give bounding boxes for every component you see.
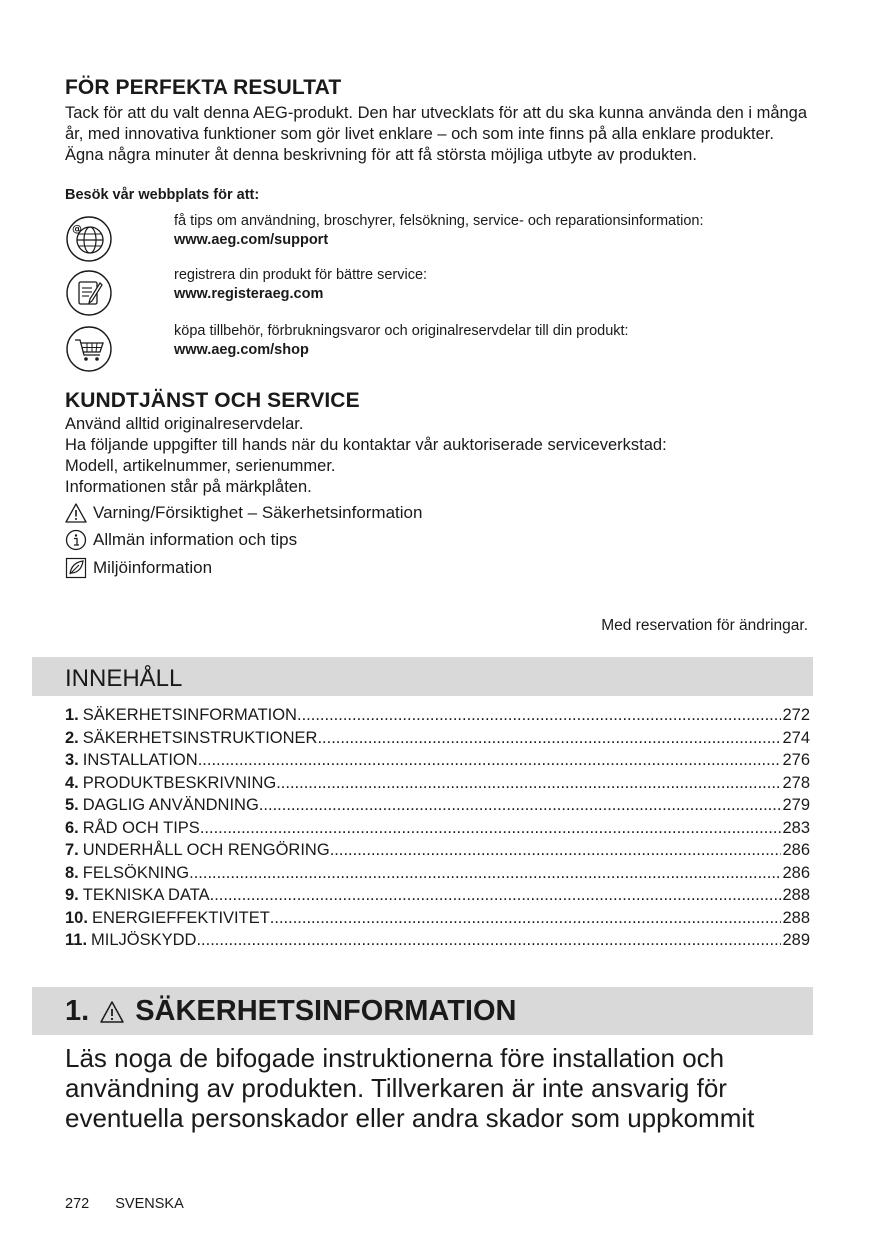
svg-text:@: @ <box>72 224 82 235</box>
toc-item-page: 288 <box>782 908 810 927</box>
safety-lead-paragraph: Läs noga de bifogade instruktionerna före installation och användning av produkten. Tillverkaren är inte ansvarig för eventuella personskador eller andra skador som uppkommit <box>65 1043 755 1133</box>
toc-item-number: 3. <box>65 751 79 769</box>
toc-item-page: 279 <box>782 796 810 814</box>
shopping-cart-icon <box>65 325 113 373</box>
toc-item-page: 278 <box>782 773 810 792</box>
link-register-url[interactable]: www.registeraeg.com <box>174 286 324 302</box>
toc-leader-dots <box>189 864 781 883</box>
toc-item[interactable] <box>65 729 810 752</box>
service-line: Informationen står på märkplåten. <box>65 478 312 496</box>
link-shop <box>174 322 814 360</box>
leaf-environment-icon <box>65 557 87 579</box>
link-support <box>174 212 814 250</box>
section-heading-perfect-results: FÖR PERFEKTA RESULTAT <box>65 76 342 99</box>
toc-leader-dots <box>297 706 781 725</box>
section-heading-customer-service: KUNDTJÄNST OCH SERVICE <box>65 389 360 412</box>
link-shop-text: köpa tillbehör, förbrukningsvaror och originalreservdelar till din produkt: <box>174 323 629 339</box>
toc-item-page: 276 <box>782 751 810 769</box>
toc-item-number: 7. <box>65 841 79 859</box>
toc-item-page: 288 <box>782 886 810 904</box>
safety-section-title <box>65 995 516 1028</box>
globe-at-icon <box>65 215 113 263</box>
toc-item-page: 283 <box>782 818 810 837</box>
toc-item[interactable] <box>65 931 810 954</box>
service-line: Modell, artikelnummer, serienummer. <box>65 457 336 475</box>
symbol-legend-warning <box>65 502 422 524</box>
toc-item-label: DAGLIG ANVÄNDNING <box>82 796 259 814</box>
toc-item-label: SÄKERHETSINSTRUKTIONER <box>82 728 318 747</box>
toc-item-label: PRODUKTBESKRIVNING <box>82 773 277 792</box>
toc-item-number: 1. <box>65 706 79 724</box>
table-of-contents <box>65 706 810 954</box>
toc-item[interactable] <box>65 774 810 797</box>
toc-item-number: 10. <box>65 908 88 927</box>
toc-item-label: TEKNISKA DATA <box>82 886 210 904</box>
toc-item[interactable] <box>65 796 810 819</box>
toc-item-label: FELSÖKNING <box>82 863 190 882</box>
toc-item-page: 286 <box>782 863 810 882</box>
safety-section-heading: SÄKERHETSINFORMATION <box>135 995 517 1027</box>
toc-item-label: INSTALLATION <box>82 751 198 769</box>
footer-page-number: 272 <box>65 1196 90 1212</box>
toc-item-label: MILJÖSKYDD <box>91 931 197 949</box>
toc-item[interactable] <box>65 864 810 887</box>
toc-item-number: 8. <box>65 863 79 882</box>
toc-leader-dots <box>196 931 781 950</box>
toc-leader-dots <box>317 729 781 748</box>
toc-item-page: 272 <box>782 706 810 724</box>
toc-item-number: 6. <box>65 818 79 837</box>
symbol-label: Allmän information och tips <box>93 530 298 549</box>
safety-section-number: 1. <box>65 995 90 1027</box>
toc-leader-dots <box>210 886 782 905</box>
toc-item-number: 9. <box>65 886 79 904</box>
toc-header-band <box>32 657 813 696</box>
symbol-label: Varning/Försiktighet – Säkerhetsinformation <box>93 503 423 522</box>
toc-item-number: 2. <box>65 728 79 747</box>
toc-title: INNEHÅLL <box>65 665 183 692</box>
toc-item-page: 286 <box>782 841 810 859</box>
toc-item-page: 274 <box>782 728 810 747</box>
toc-item[interactable] <box>65 819 810 842</box>
warning-triangle-icon <box>99 1000 125 1024</box>
link-register-text: registrera din produkt för bättre service: <box>174 267 428 283</box>
link-register <box>174 266 814 304</box>
toc-leader-dots <box>330 841 782 860</box>
toc-item[interactable] <box>65 751 810 774</box>
visit-website-label: Besök vår webbplats för att: <box>65 187 260 203</box>
toc-item-number: 4. <box>65 773 79 792</box>
toc-item[interactable] <box>65 909 810 932</box>
warning-triangle-icon <box>65 502 87 524</box>
reservation-note: Med reservation för ändringar. <box>601 617 808 634</box>
toc-leader-dots <box>276 774 781 793</box>
toc-leader-dots <box>270 909 782 928</box>
toc-item[interactable] <box>65 886 810 909</box>
link-support-url[interactable]: www.aeg.com/support <box>174 232 329 248</box>
toc-leader-dots <box>200 819 782 838</box>
toc-item-number: 5. <box>65 796 79 814</box>
symbol-label: Miljöinformation <box>93 558 213 577</box>
toc-leader-dots <box>259 796 782 815</box>
safety-header-band <box>32 987 813 1035</box>
register-document-icon <box>65 269 113 317</box>
service-line: Använd alltid originalreservdelar. <box>65 415 304 433</box>
toc-item-number: 11. <box>65 931 88 949</box>
link-support-text: få tips om användning, broschyrer, felsökning, service- och reparationsinformation: <box>174 213 704 229</box>
service-line: Ha följande uppgifter till hands när du kontaktar vår auktoriserade serviceverkstad: <box>65 436 667 454</box>
info-circle-icon <box>65 529 87 551</box>
footer-language: SVENSKA <box>115 1196 184 1212</box>
toc-item-page: 289 <box>782 931 810 949</box>
toc-item-label: RÅD OCH TIPS <box>82 818 200 837</box>
toc-item[interactable] <box>65 841 810 864</box>
toc-item[interactable] <box>65 706 810 729</box>
page-footer <box>65 1196 206 1212</box>
intro-paragraph: Tack för att du valt denna AEG-produkt. Den har utvecklats för att du ska kunna använda den i många år, med innovativa funktioner som gör livet enklare – och som inte finns på alla enklare produkter. Ägna några minuter åt denna beskrivning för att få största möjliga utbyte av produkten. <box>65 104 808 164</box>
toc-leader-dots <box>198 751 782 770</box>
symbol-legend-environment <box>65 557 212 579</box>
toc-item-label: SÄKERHETSINFORMATION <box>82 706 297 724</box>
symbol-legend-info <box>65 529 297 551</box>
link-shop-url[interactable]: www.aeg.com/shop <box>174 342 309 358</box>
toc-item-label: ENERGIEFFEKTIVITET <box>91 908 270 927</box>
toc-item-label: UNDERHÅLL OCH RENGÖRING <box>82 841 330 859</box>
